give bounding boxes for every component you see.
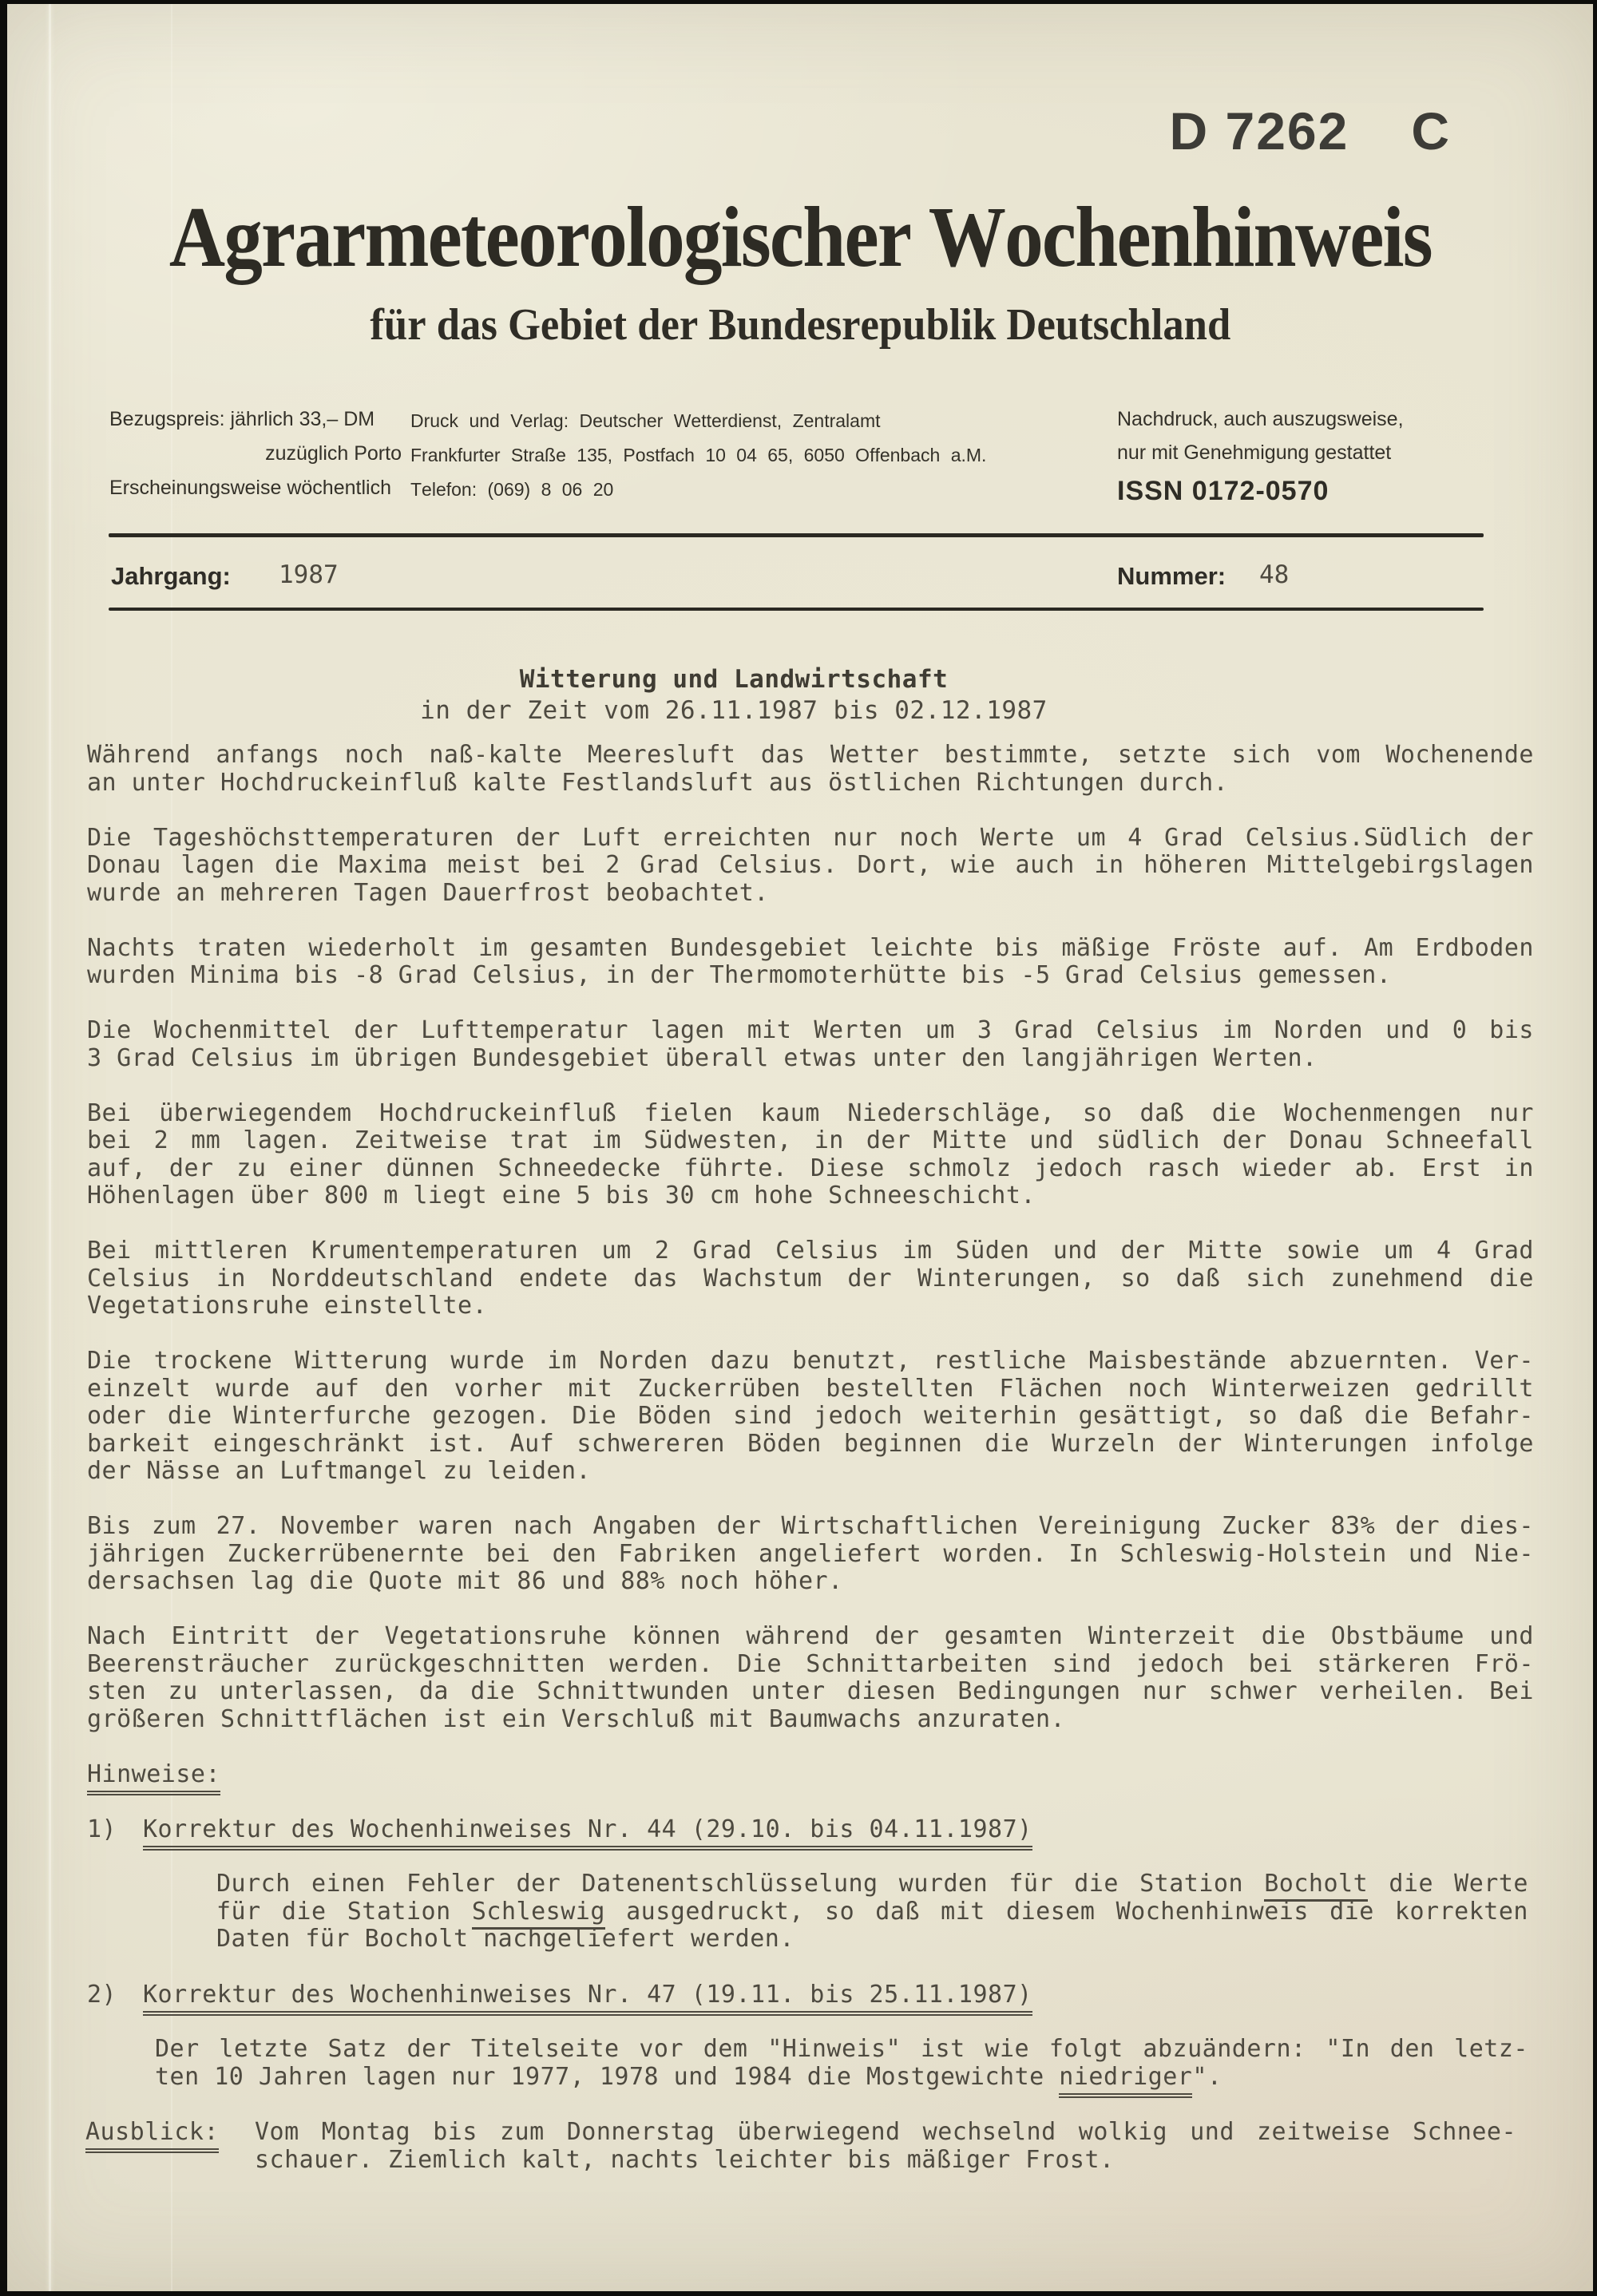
text-line: Beerensträucher zurückgeschnitten werden. Die Schnittarbeiten sind jedoch bei stärkeren Frö- [87, 1649, 1534, 1678]
ausblick-body [255, 2119, 1516, 2174]
imprint-rights-column [1117, 402, 1500, 469]
imprint-publisher-column [410, 404, 1065, 507]
hinweis-item-heading [87, 1981, 1032, 2009]
imprint-line: nur mit Genehmigung gestattet [1117, 441, 1392, 464]
paragraph [87, 935, 1534, 990]
imprint-line: Bezugspreis: jährlich 33,– DM [109, 408, 375, 430]
ausblick-label: Ausblick: [85, 2119, 255, 2174]
underlined-word: Bocholt [1264, 1870, 1368, 1902]
text-line: an unter Hochdruckeinfluß kalte Festlandsluft aus östlichen Richtungen durch. [87, 768, 1229, 797]
text-line: auf, der zu einer dünnen Schneedecke führte. Diese schmolz jedoch rasch wieder ab. Erst in [87, 1154, 1534, 1182]
text-line: Der letzte Satz der Titelseite vor dem "Hinweis" ist wie folgt abzuändern: "In den letz- [155, 2035, 1528, 2063]
text-line: Vegetationsruhe einstellte. [87, 1292, 488, 1320]
paragraph [87, 1237, 1534, 1320]
text-line: Bei überwiegendem Hochdruckeinfluß fielen kaum Niederschläge, so daß die Wochenmengen nur [87, 1099, 1534, 1127]
masthead-title: Agrarmeteorologischer Wochenhinweis [168, 190, 1432, 285]
text-line: Bei mittleren Krumentemperaturen um 2 Grad Celsius im Süden und der Mitte sowie um 4 Grad [87, 1237, 1534, 1265]
postal-code-number: D 7262 [1169, 101, 1349, 160]
hinweis-item-body [155, 2036, 1528, 2091]
text-line: Die trockene Witterung wurde im Norden dazu benutzt, restliche Maisbestände abzuernten. Ver- [87, 1347, 1534, 1375]
text-line: Vom Montag bis zum Donnerstag überwiegend wechselnd wolkig und zeitweise Schnee- [255, 2118, 1516, 2146]
text-line: oder die Winterfurche gezogen. Die Böden sind jedoch weiterhin gesättigt, so daß die Befahr- [87, 1402, 1534, 1430]
text-line: Durch einen Fehler der Datenentschlüsselung wurden für die Station Bocholt die Werte [216, 1870, 1528, 1898]
horizontal-rule-top [109, 533, 1484, 537]
paragraph [87, 1100, 1534, 1210]
hinweise-section-label: Hinweise: [87, 1760, 220, 1788]
imprint-line: Erscheinungsweise wöchentlich [109, 477, 391, 499]
issn-number: ISSN 0172-0570 [1117, 476, 1330, 506]
imprint-line: Telefon: (069) 8 06 20 [410, 479, 614, 500]
text-line: sten zu unterlassen, da die Schnittwunden unter diesen Bedingungen nur schwer verheilen. Bei [87, 1677, 1534, 1705]
text-line: der Nässe an Luftmangel zu leiden. [87, 1457, 592, 1485]
text-line: Die Tageshöchsttemperaturen der Luft erreichten nur noch Werte um 4 Grad Celsius.Südlich der [87, 823, 1534, 852]
text-line: für die Station Schleswig ausgedruckt, so daß mit diesem Wochenhinweis die korrekten [216, 1898, 1528, 1926]
text-line: bei 2 mm lagen. Zeitweise trat im Südwesten, in der Mitte und südlich der Donau Schneefall [87, 1126, 1534, 1154]
imprint-line: Nachdruck, auch auszugsweise, [1117, 408, 1404, 430]
jahrgang-label: Jahrgang: [111, 562, 231, 590]
imprint-line: zuzüglich Porto [265, 442, 402, 465]
paragraph [87, 1017, 1534, 1072]
report-title: Witterung und Landwirtschaft [519, 665, 949, 694]
imprint-line: Frankfurter Straße 135, Postfach 10 04 65, 6050 Offenbach a.M. [410, 445, 987, 465]
text-line: Höhenlagen über 800 m liegt eine 5 bis 30 cm hohe Schneeschicht. [87, 1182, 1036, 1209]
horizontal-rule-bottom [109, 608, 1484, 611]
underlined-word: Schleswig [472, 1898, 605, 1930]
text-line: Daten für Bocholt nachgeliefert werden. [216, 1925, 795, 1953]
text-line: schauer. Ziemlich kalt, nachts leichter bis mäßiger Frost. [255, 2145, 1115, 2174]
text-line: dersachsen lag die Quote mit 86 und 88% noch höher. [87, 1567, 843, 1595]
text-line: Die Wochenmittel der Lufttemperatur lagen mit Werten um 3 Grad Celsius im Norden und 0 bis [87, 1016, 1534, 1044]
text-line: Donau lagen die Maxima meist bei 2 Grad Celsius. Dort, wie auch in höheren Mittelgebirgslagen [87, 851, 1534, 879]
text-line: wurde an mehreren Tagen Dauerfrost beobachtet. [87, 878, 769, 907]
text-line: ten 10 Jahren lagen nur 1977, 1978 und 1984 die Mostgewichte niedriger". [155, 2064, 1528, 2092]
paragraph [87, 1513, 1534, 1596]
item-number: 2) [87, 1981, 117, 2009]
text-line: 3 Grad Celsius im übrigen Bundesgebiet überall etwas unter den langjährigen Werten. [87, 1043, 1318, 1072]
jahrgang-value: 1987 [279, 560, 339, 589]
nummer-value: 48 [1259, 560, 1290, 589]
text-line: Während anfangs noch naß-kalte Meeresluft das Wetter bestimmte, setzte sich vom Wochenende [87, 741, 1534, 769]
imprint-line: Druck und Verlag: Deutscher Wetterdienst, Zentralamt [410, 410, 881, 431]
masthead-subtitle: für das Gebiet der Bundesrepublik Deutschland [370, 300, 1230, 350]
imprint-price-column [109, 402, 402, 505]
text-line: größeren Schnittflächen ist ein Verschluß mit Baumwachs anzuraten. [87, 1704, 1066, 1733]
postal-registration-code [1169, 101, 1452, 160]
paragraph [87, 742, 1534, 797]
text-line: Nachts traten wiederholt im gesamten Bundesgebiet leichte bis mäßige Fröste auf. Am Erdboden [87, 933, 1534, 962]
item-title: Korrektur des Wochenhinweises Nr. 44 (29.10. bis 04.11.1987) [143, 1815, 1032, 1851]
text-line: einzelt wurde auf den vorher mit Zuckerrüben bestellten Flächen noch Winterweizen gedrillt [87, 1374, 1534, 1403]
item-title: Korrektur des Wochenhinweises Nr. 47 (19.11. bis 25.11.1987) [143, 1981, 1032, 2016]
text-line: Nach Eintritt der Vegetationsruhe können während der gesamten Winterzeit die Obstbäume und [87, 1622, 1534, 1650]
paragraph [87, 1348, 1534, 1486]
text-line: Bis zum 27. November waren nach Angaben der Wirtschaftlichen Vereinigung Zucker 83% der dies- [87, 1512, 1534, 1540]
hinweis-item-body [216, 1870, 1528, 1954]
hinweis-item-heading [87, 1815, 1032, 1843]
report-date-range: in der Zeit vom 26.11.1987 bis 02.12.1987 [420, 696, 1048, 725]
paragraph [87, 825, 1534, 908]
ausblick-section [85, 2119, 1523, 2174]
text-line: barkeit eingeschränkt ist. Auf schwereren Böden beginnen die Wurzeln der Winterungen infolge [87, 1429, 1534, 1458]
report-paragraphs [87, 742, 1534, 1761]
text-line: jährigen Zuckerrübenernte bei den Fabriken angeliefert worden. In Schleswig-Holstein und Nie- [87, 1539, 1534, 1568]
text-line: wurden Minima bis -8 Grad Celsius, in der Thermomoterhütte bis -5 Grad Celsius gemessen. [87, 961, 1392, 989]
report-heading-block [87, 664, 1381, 726]
text-line: Celsius in Norddeutschland endete das Wachstum der Winterungen, so daß sich zunehmend die [87, 1264, 1534, 1292]
paragraph [87, 1623, 1534, 1733]
nummer-label: Nummer: [1117, 562, 1226, 590]
postal-code-letter: C [1411, 101, 1451, 160]
item-number: 1) [87, 1815, 117, 1843]
underlined-word: niedriger [1059, 2063, 1192, 2098]
